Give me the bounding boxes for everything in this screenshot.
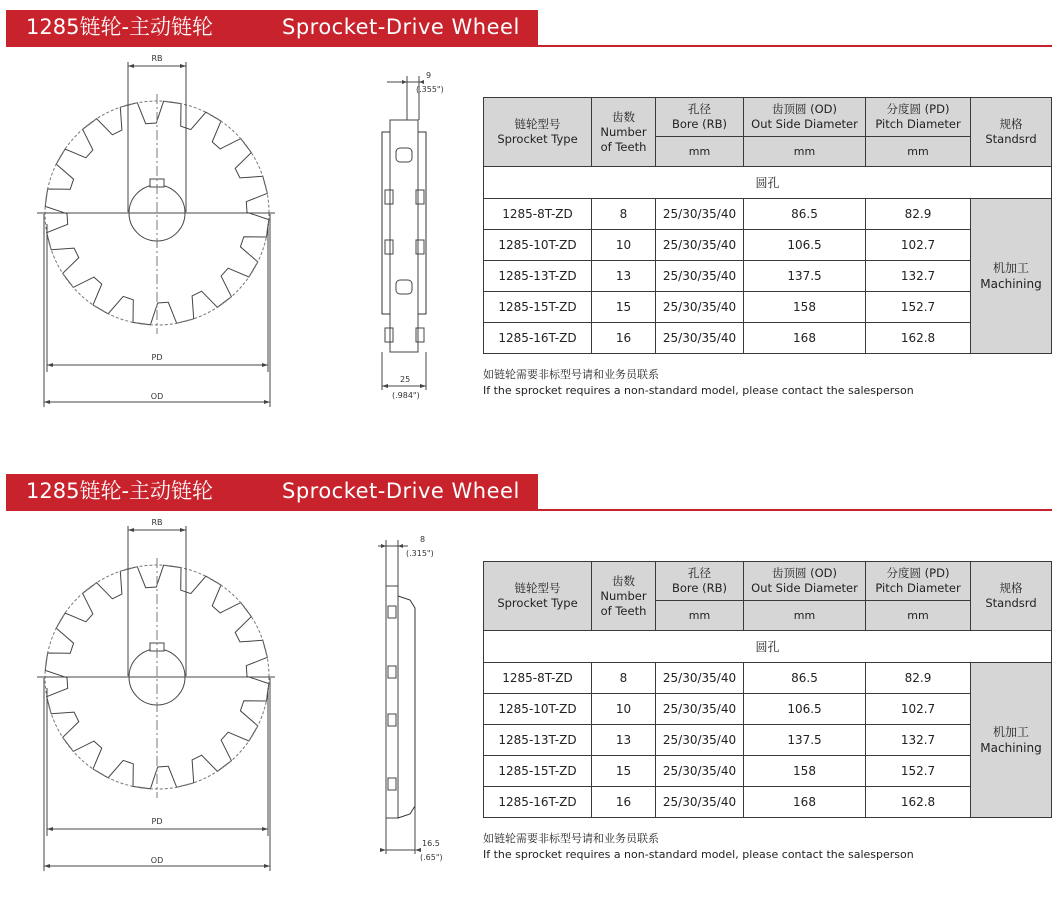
cell-teeth: 15 <box>592 292 656 323</box>
header-number-of-teeth: 齿数 Number of Teeth <box>592 562 656 631</box>
top-dimension-mm: 8 <box>420 535 426 544</box>
cell-type: 1285-8T-ZD <box>484 199 592 230</box>
top-dimension-inch: (.315") <box>406 549 434 558</box>
section-title-banner <box>6 10 538 45</box>
od-dimension-label: OD <box>150 392 164 401</box>
cell-od: 168 <box>744 787 866 818</box>
unit-pd: mm <box>866 601 971 631</box>
cell-pd: 102.7 <box>866 694 971 725</box>
title-chinese: 1285链轮-主动链轮 <box>26 15 214 39</box>
cell-teeth: 8 <box>592 663 656 694</box>
unit-bore: mm <box>656 601 744 631</box>
header-bore: 孔径 Bore (RB) <box>656 562 744 601</box>
table-row <box>484 230 1052 261</box>
table-row <box>484 323 1052 354</box>
cell-pd: 102.7 <box>866 230 971 261</box>
cell-bore: 25/30/35/40 <box>656 787 744 818</box>
cell-type: 1285-13T-ZD <box>484 725 592 756</box>
header-number-of-teeth: 齿数 Number of Teeth <box>592 98 656 167</box>
cell-pd: 152.7 <box>866 756 971 787</box>
header-pitch-diameter: 分度圆 (PD) Pitch Diameter <box>866 562 971 601</box>
cell-teeth: 16 <box>592 787 656 818</box>
unit-pd: mm <box>866 137 971 167</box>
top-dimension-inch: (.355") <box>416 85 444 94</box>
header-outside-diameter: 齿顶圆 (OD) Out Side Diameter <box>744 98 866 137</box>
od-dimension-label: OD <box>150 856 164 865</box>
sprocket-section-1 <box>0 0 1060 460</box>
rb-dimension-label: RB <box>151 54 163 63</box>
title-english: Sprocket-Drive Wheel <box>282 15 520 39</box>
cell-teeth: 13 <box>592 725 656 756</box>
cell-pd: 82.9 <box>866 199 971 230</box>
cell-pd: 132.7 <box>866 725 971 756</box>
cell-od: 106.5 <box>744 694 866 725</box>
cell-bore: 25/30/35/40 <box>656 694 744 725</box>
cell-machining: 机加工 Machining <box>971 199 1052 354</box>
cell-bore: 25/30/35/40 <box>656 230 744 261</box>
cell-pd: 82.9 <box>866 663 971 694</box>
table-row <box>484 694 1052 725</box>
cell-od: 86.5 <box>744 199 866 230</box>
custom-model-note <box>483 367 914 399</box>
top-dimension-mm: 9 <box>426 71 432 80</box>
table-row <box>484 261 1052 292</box>
cell-type: 1285-15T-ZD <box>484 292 592 323</box>
cell-od: 86.5 <box>744 663 866 694</box>
sprocket-side-view-drawing <box>360 52 460 402</box>
cell-teeth: 10 <box>592 230 656 261</box>
bottom-dimension-inch: (.65") <box>420 853 443 862</box>
unit-od: mm <box>744 137 866 167</box>
bottom-dimension-inch: (.984") <box>392 391 420 400</box>
sprocket-front-view-drawing <box>20 52 285 412</box>
cell-pd: 132.7 <box>866 261 971 292</box>
cell-od: 137.5 <box>744 725 866 756</box>
cell-od: 137.5 <box>744 261 866 292</box>
cell-type: 1285-15T-ZD <box>484 756 592 787</box>
cell-od: 158 <box>744 756 866 787</box>
header-sprocket-type: 链轮型号 Sprocket Type <box>484 562 592 631</box>
note-chinese: 如链轮需要非标型号请和业务员联系 <box>483 368 659 381</box>
custom-model-note <box>483 831 914 863</box>
cell-pd: 162.8 <box>866 787 971 818</box>
bottom-dimension-mm: 25 <box>400 375 411 384</box>
cell-pd: 152.7 <box>866 292 971 323</box>
table-row <box>484 725 1052 756</box>
cell-teeth: 15 <box>592 756 656 787</box>
section-title-banner <box>6 474 538 509</box>
note-chinese: 如链轮需要非标型号请和业务员联系 <box>483 832 659 845</box>
pd-dimension-label: PD <box>151 817 163 826</box>
title-underline <box>6 45 1052 47</box>
cell-od: 158 <box>744 292 866 323</box>
title-underline <box>6 509 1052 511</box>
cell-bore: 25/30/35/40 <box>656 292 744 323</box>
cell-type: 1285-13T-ZD <box>484 261 592 292</box>
header-sprocket-type: 链轮型号 Sprocket Type <box>484 98 592 167</box>
pd-dimension-label: PD <box>151 353 163 362</box>
sprocket-spec-table <box>483 561 1052 818</box>
table-row <box>484 756 1052 787</box>
sprocket-front-view-drawing <box>20 516 285 876</box>
note-english: If the sprocket requires a non-standard model, please contact the salesperson <box>483 848 914 861</box>
unit-od: mm <box>744 601 866 631</box>
group-label-round-bore: 圆孔 <box>484 631 1052 663</box>
title-english: Sprocket-Drive Wheel <box>282 479 520 503</box>
table-row <box>484 199 1052 230</box>
cell-type: 1285-10T-ZD <box>484 230 592 261</box>
cell-od: 168 <box>744 323 866 354</box>
cell-type: 1285-16T-ZD <box>484 787 592 818</box>
cell-bore: 25/30/35/40 <box>656 323 744 354</box>
cell-machining: 机加工 Machining <box>971 663 1052 818</box>
cell-bore: 25/30/35/40 <box>656 199 744 230</box>
sprocket-side-view-drawing <box>360 516 460 866</box>
cell-teeth: 16 <box>592 323 656 354</box>
rb-dimension-label: RB <box>151 518 163 527</box>
table-row <box>484 292 1052 323</box>
group-label-round-bore: 圆孔 <box>484 167 1052 199</box>
sprocket-section-2 <box>0 464 1060 924</box>
cell-pd: 162.8 <box>866 323 971 354</box>
header-standard: 规格 Standsrd <box>971 98 1052 167</box>
cell-type: 1285-8T-ZD <box>484 663 592 694</box>
sprocket-spec-table <box>483 97 1052 354</box>
table-row <box>484 787 1052 818</box>
cell-type: 1285-10T-ZD <box>484 694 592 725</box>
header-outside-diameter: 齿顶圆 (OD) Out Side Diameter <box>744 562 866 601</box>
cell-od: 106.5 <box>744 230 866 261</box>
title-chinese: 1285链轮-主动链轮 <box>26 479 214 503</box>
note-english: If the sprocket requires a non-standard model, please contact the salesperson <box>483 384 914 397</box>
cell-teeth: 10 <box>592 694 656 725</box>
cell-bore: 25/30/35/40 <box>656 756 744 787</box>
table-row <box>484 663 1052 694</box>
header-standard: 规格 Standsrd <box>971 562 1052 631</box>
cell-teeth: 13 <box>592 261 656 292</box>
cell-bore: 25/30/35/40 <box>656 663 744 694</box>
cell-bore: 25/30/35/40 <box>656 261 744 292</box>
cell-bore: 25/30/35/40 <box>656 725 744 756</box>
bottom-dimension-mm: 16.5 <box>422 839 440 848</box>
header-bore: 孔径 Bore (RB) <box>656 98 744 137</box>
unit-bore: mm <box>656 137 744 167</box>
cell-type: 1285-16T-ZD <box>484 323 592 354</box>
header-pitch-diameter: 分度圆 (PD) Pitch Diameter <box>866 98 971 137</box>
cell-teeth: 8 <box>592 199 656 230</box>
